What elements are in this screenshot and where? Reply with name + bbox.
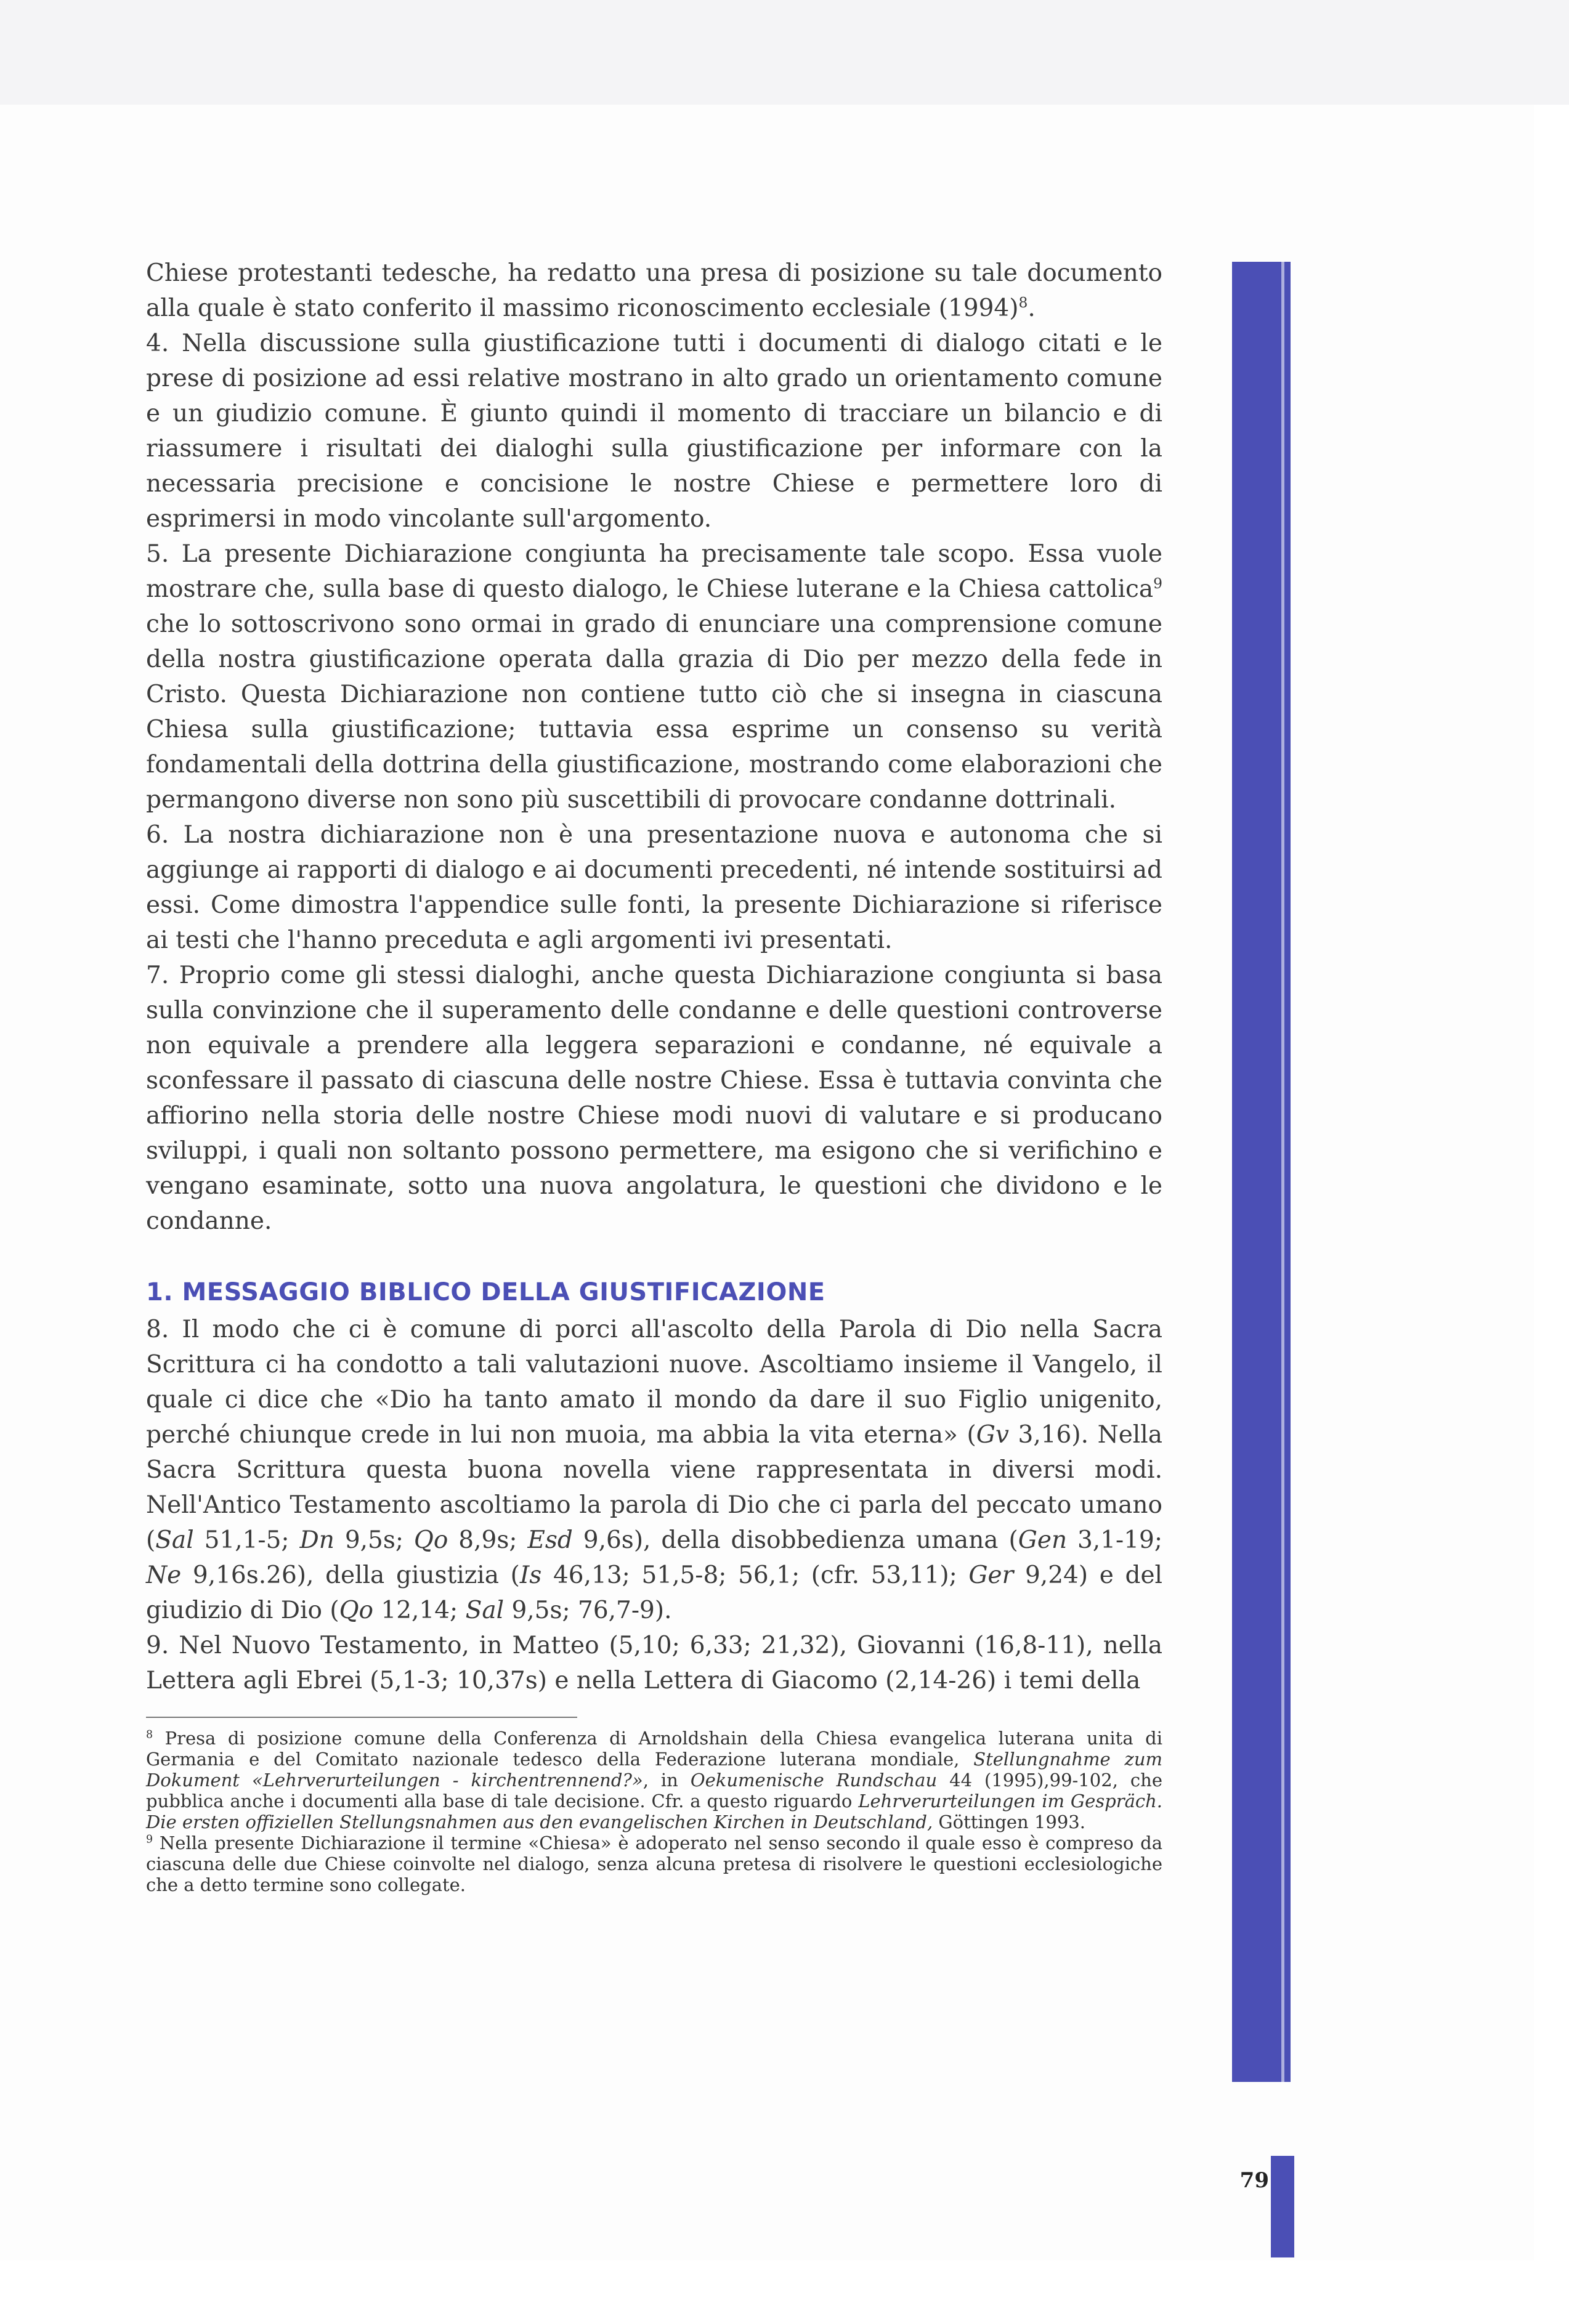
paragraph-text: 3,1-19; [1067, 1526, 1162, 1554]
bible-book-ref: Esd [527, 1526, 573, 1554]
bible-book-ref: Ne [146, 1561, 182, 1589]
bible-book-ref: Ger [968, 1561, 1014, 1589]
footnote-title: Lehrverurteilungen im Gespräch. Die ersten offiziellen Stellungsnahmen aus den evangelischen Kirchen in Deutschland, [146, 1791, 1162, 1832]
paragraph-text: . [1028, 294, 1036, 322]
paragraph-text: 5. La presente Dichiarazione congiunta ha precisamente tale scopo. Essa vuole mostrare che, sulla base di questo dialogo, le Chiese luterane e la Chiesa cattolica [146, 540, 1162, 603]
footnote-8 [146, 1728, 1162, 1832]
footnote-text: 44 (1995),99-102, che pubblica anche i documenti alla base di tale decisione. Cfr. a questo riguardo [146, 1770, 1162, 1812]
bible-book-ref: Sal [465, 1597, 505, 1624]
footnote-text: Presa di posizione comune della Conferenza di Arnoldshain della Chiesa evangelica luterana unita di Germania e del Comitato nazionale tedesco della Federazione luterana mondiale, [146, 1728, 1162, 1770]
section-heading: 1. MESSAGGIO BIBLICO DELLA GIUSTIFICAZIONE [146, 1278, 825, 1306]
paragraph-5 [146, 536, 1162, 817]
footnote-text: Göttingen 1993. [933, 1812, 1085, 1832]
page-number-bar [1271, 2156, 1294, 2257]
paragraph-text: 12,14; [373, 1597, 466, 1624]
scan-margin-top [0, 0, 1569, 105]
paragraph-text: 51,1-5; [193, 1526, 300, 1554]
paragraph-intro [146, 256, 1162, 326]
footnote-text: Nella presente Dichiarazione il termine «Chiesa» è adoperato nel senso secondo il quale esso è compreso da ciascuna delle due Chiese coinvolte nel dialogo, senza alcuna pretesa di risolvere le questioni ecclesiologiche che a detto termine sono collegate. [146, 1832, 1162, 1895]
paragraph-text: 3,16). Nella Sacra Scrittura questa buona novella viene rappresentata in diversi modi. Nell'Antico Testamento ascoltiamo la parola di Dio che ci parla del peccato umano ( [146, 1421, 1162, 1554]
paragraph-text: 8. Il modo che ci è comune di porci all'ascolto della Parola di Dio nella Sacra Scrittura ci ha condotto a tali valutazioni nuove. Ascoltiamo insieme il Vangelo, il quale ci dice che «Dio ha tanto amato il mondo da dare il suo Figlio unigenito, perché chiunque crede in lui non muoia, ma abbia la vita eterna» ( [146, 1316, 1162, 1449]
bible-book-ref: Dn [299, 1526, 334, 1554]
paragraph-7: 7. Proprio come gli stessi dialoghi, anche questa Dichiarazione congiunta si basa sulla convinzione che il superamento delle condanne e delle questioni controverse non equivale a prendere alla leggera separazioni e condanne, né equivale a sconfessare il passato di ciascuna delle nostre Chiese. Essa è tuttavia convinta che affiorino nella storia delle nostre Chiese modi nuovi di valutare e si producano sviluppi, i quali non soltanto possono permettere, ma esigono che si verifichino e vengano esaminate, sotto una nuova angolatura, le questioni che dividono e le condanne. [146, 962, 1162, 1235]
paragraph-6: 6. La nostra dichiarazione non è una presentazione nuova e autonoma che si aggiunge ai rapporti di dialogo e ai documenti precedenti, né intende sostituirsi ad essi. Come dimostra l'appendice sulle fonti, la presente Dichiarazione si riferisce ai testi che l'hanno preceduta e agli argomenti ivi presentati. [146, 821, 1162, 954]
paragraph-text: 9,6s), della disobbedienza umana ( [572, 1526, 1018, 1554]
paragraph-text: che lo sottoscrivono sono ormai in grado di enunciare una comprensione comune della nostra giustificazione operata dalla grazia di Dio per mezzo della fede in Cristo. Questa Dichiarazione non contiene tutto ciò che si insegna in ciascuna Chiesa sulla giustificazione; tuttavia essa esprime un consenso su verità fondamentali della dottrina della giustificazione, mostrando come elaborazioni che permangono diverse non sono più suscettibili di provocare condanne dottrinali. [146, 610, 1162, 814]
footnote-ref-9[interactable]: 9 [1153, 575, 1162, 592]
bible-book-ref: Is [519, 1561, 542, 1589]
paragraph-text: 9,5s; [334, 1526, 414, 1554]
bible-book-ref: Qo [413, 1526, 448, 1554]
footnote-separator [146, 1717, 577, 1718]
bible-book-ref: Gen [1018, 1526, 1068, 1554]
paragraph-text: 9,5s; 76,7-9). [504, 1597, 672, 1624]
paragraph-text: 9,16s.26), della giustizia ( [181, 1561, 520, 1589]
paragraph-4: 4. Nella discussione sulla giustificazione tutti i documenti di dialogo citati e le prese di posizione ad essi relative mostrano in alto grado un orientamento comune e un giudizio comune. È giunto quindi il momento di tracciare un bilancio e di riassumere i risultati dei dialoghi sulla giustificazione per informare con la necessaria precisione e concisione le nostre Chiese e permettere loro di esprimersi in modo vincolante sull'argomento. [146, 330, 1162, 533]
footnote-title: Stellungnahme zum Dokument «Lehrverurteilungen - kirchentrennend?» [146, 1749, 1163, 1791]
footnote-title: Oekumenische Rundschau [690, 1770, 938, 1791]
footnote-9 [146, 1832, 1162, 1895]
paragraph-text: 8,9s; [448, 1526, 528, 1554]
paragraph-text: 9,24) e del giudizio di Dio ( [146, 1561, 1162, 1624]
bible-book-ref: Sal [155, 1526, 194, 1554]
bible-book-ref: Qo [339, 1597, 374, 1624]
page-number: 79 [1239, 2168, 1269, 2193]
main-text-column [146, 256, 1162, 1895]
footnote-number: 8 [146, 1728, 153, 1741]
footnote-number: 9 [146, 1833, 153, 1846]
decorative-side-bar-line [1281, 262, 1284, 2082]
bible-book-ref: Gv [976, 1421, 1009, 1449]
footnote-text: , in [643, 1770, 691, 1791]
paragraph-8 [146, 1312, 1162, 1628]
paragraph-9: 9. Nel Nuovo Testamento, in Matteo (5,10; 6,33; 21,32), Giovanni (16,8-11), nella Lettera agli Ebrei (5,1-3; 10,37s) e nella Lettera di Giacomo (2,14-26) i temi della [146, 1632, 1162, 1694]
paragraph-text: Chiese protestanti tedesche, ha redatto una presa di posizione su tale documento alla quale è stato conferito il massimo riconoscimento ecclesiale (1994) [146, 259, 1162, 322]
paragraph-text: 46,13; 51,5-8; 56,1; (cfr. 53,11); [541, 1561, 969, 1589]
footnote-ref-8[interactable]: 8 [1018, 294, 1028, 311]
